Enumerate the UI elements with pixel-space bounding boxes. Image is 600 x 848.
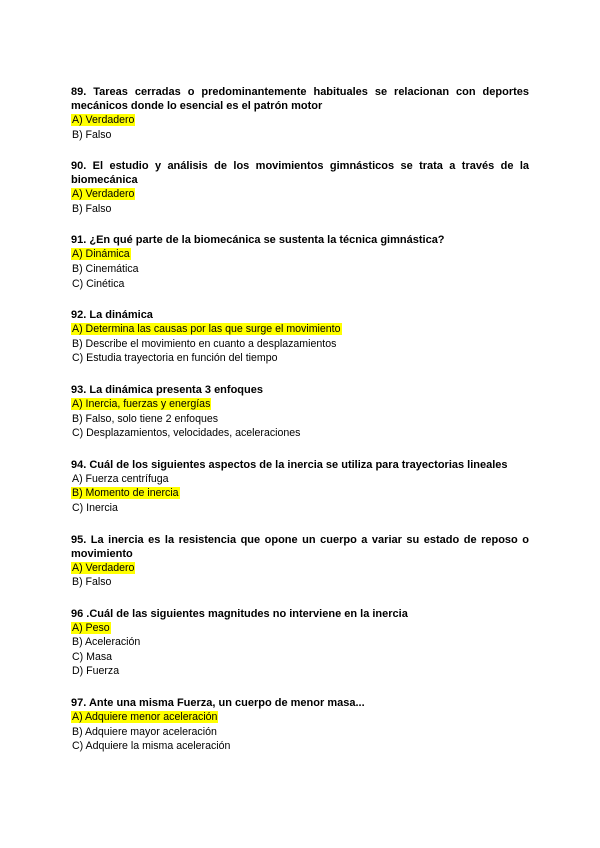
- answer-option: [71, 501, 529, 516]
- answer-option-text: A) Verdadero: [72, 561, 135, 574]
- question-title: 94. Cuál de los siguientes aspectos de la inercia se utiliza para trayectorias lineales: [71, 458, 508, 471]
- answer-option-correct: [71, 397, 529, 412]
- question-block: [71, 696, 529, 754]
- answer-option-text: A) Peso: [72, 621, 110, 634]
- answer-option-text: B) Cinemática: [72, 262, 139, 275]
- answer-option: [71, 575, 529, 590]
- question-title: 97. Ante una misma Fuerza, un cuerpo de menor masa...: [71, 697, 365, 710]
- question-list: [71, 85, 529, 754]
- answer-option-text: B) Falso: [72, 128, 112, 141]
- answer-options: [71, 472, 529, 516]
- answer-option-text: B) Momento de inercia: [72, 487, 179, 500]
- answer-option-correct: [71, 561, 529, 576]
- question-title: 91. ¿En qué parte de la biomecánica se sustenta la técnica gimnástica?: [71, 234, 445, 247]
- question-block: [71, 533, 529, 590]
- question-block: [71, 85, 529, 142]
- answer-option: [71, 412, 529, 427]
- answer-option-text: B) Falso: [72, 202, 112, 215]
- question-block: [71, 383, 529, 441]
- question-block: [71, 607, 529, 679]
- answer-option-correct: [71, 486, 529, 501]
- answer-option: [71, 650, 529, 665]
- answer-option-text: A) Determina las causas por las que surge el movimiento: [72, 323, 341, 336]
- answer-option: [71, 725, 529, 740]
- question-title: 89. Tareas cerradas o predominantemente habituales se relacionan con deportes mecánicos donde lo esencial es el patrón motor: [71, 86, 529, 112]
- answer-option: [71, 426, 529, 441]
- question-title: 93. La dinámica presenta 3 enfoques: [71, 383, 263, 396]
- answer-option-text: B) Adquiere mayor aceleración: [72, 725, 217, 738]
- answer-options: [71, 397, 529, 441]
- answer-options: [71, 322, 529, 366]
- answer-option-text: B) Falso: [72, 576, 112, 589]
- answer-options: [71, 621, 529, 679]
- answer-option: [71, 337, 529, 352]
- answer-option-correct: [71, 322, 529, 337]
- answer-option-text: B) Describe el movimiento en cuanto a desplazamientos: [72, 337, 337, 350]
- question-block: [71, 308, 529, 366]
- answer-options: [71, 187, 529, 216]
- answer-option-text: B) Aceleración: [72, 636, 141, 649]
- answer-option: [71, 664, 529, 679]
- answer-option-text: C) Inercia: [72, 501, 118, 514]
- answer-option: [71, 277, 529, 292]
- answer-option-correct: [71, 710, 529, 725]
- answer-option-text: C) Estudia trayectoria en función del tiempo: [72, 352, 278, 365]
- question-block: [71, 458, 529, 516]
- answer-options: [71, 113, 529, 142]
- question-title: 90. El estudio y análisis de los movimientos gimnásticos se trata a través de la biomecánica: [71, 160, 529, 187]
- answer-option-text: A) Inercia, fuerzas y energías: [72, 397, 211, 410]
- answer-option-text: A) Verdadero: [72, 188, 135, 201]
- answer-option-text: A) Dinámica: [72, 248, 130, 261]
- answer-option: [71, 472, 529, 487]
- question-title: 95. La inercia es la resistencia que opone un cuerpo a variar su estado de reposo o movimiento: [71, 533, 529, 560]
- answer-options: [71, 710, 529, 754]
- question-block: [71, 233, 529, 291]
- answer-option-correct: [71, 621, 529, 636]
- answer-option-text: A) Adquiere menor aceleración: [72, 711, 218, 724]
- answer-option-text: D) Fuerza: [72, 665, 120, 678]
- answer-option-text: C) Masa: [72, 650, 113, 663]
- answer-option-text: B) Falso, solo tiene 2 enfoques: [72, 412, 219, 425]
- question-block: [71, 159, 529, 216]
- answer-option: [71, 202, 529, 217]
- question-title: 96 .Cuál de las siguientes magnitudes no interviene en la inercia: [71, 607, 408, 620]
- answer-option: [71, 262, 529, 277]
- answer-option: [71, 635, 529, 650]
- answer-option-correct: [71, 187, 529, 202]
- question-title: 92. La dinámica: [71, 309, 153, 322]
- answer-option-text: C) Desplazamientos, velocidades, aceleraciones: [72, 427, 301, 440]
- answer-option: [71, 128, 529, 143]
- answer-option-correct: [71, 247, 529, 262]
- answer-option: [71, 351, 529, 366]
- answer-options: [71, 247, 529, 291]
- answer-option: [71, 739, 529, 754]
- answer-options: [71, 561, 529, 590]
- answer-option-text: C) Adquiere la misma aceleración: [72, 740, 231, 753]
- answer-option-correct: [71, 113, 529, 128]
- answer-option-text: A) Fuerza centrífuga: [72, 472, 169, 485]
- answer-option-text: C) Cinética: [72, 277, 125, 290]
- answer-option-text: A) Verdadero: [72, 114, 135, 126]
